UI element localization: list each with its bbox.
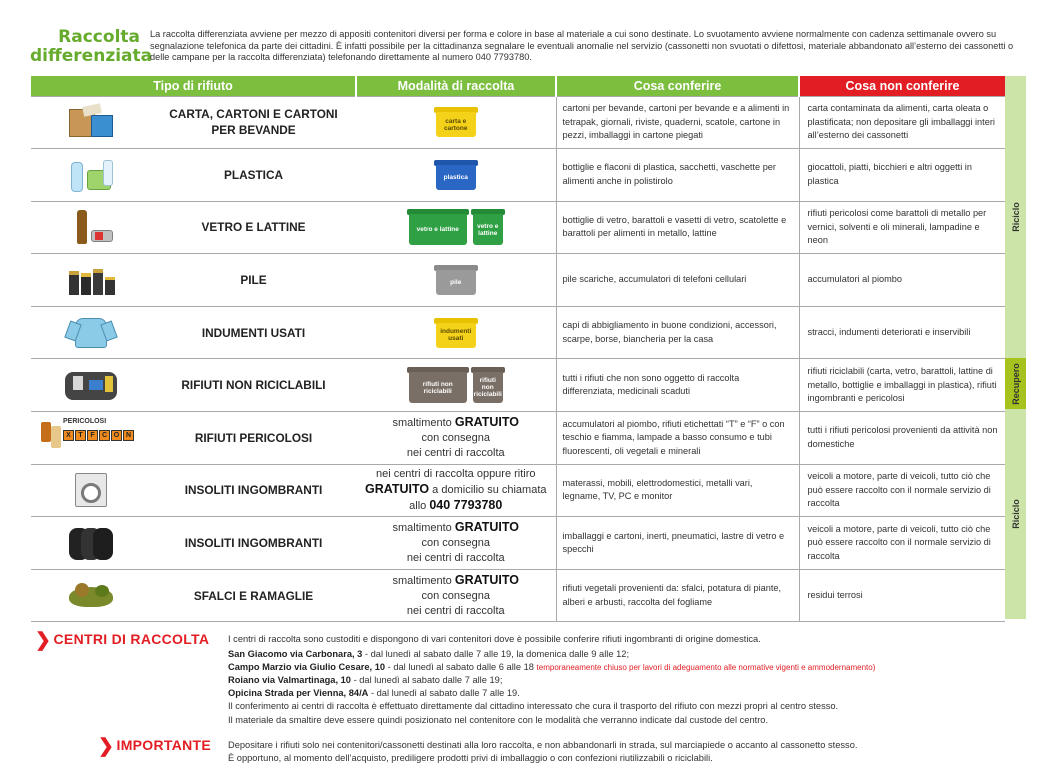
row-image bbox=[31, 149, 151, 202]
header-modalita: Modalità di raccolta bbox=[356, 76, 556, 96]
row-image bbox=[31, 306, 151, 359]
modalita-text: GRATUITO bbox=[454, 414, 519, 429]
row-non-conferire: veicoli a motore, parte di veicoli, tutto ciò che può essere raccolto con il normale servizio di raccolta bbox=[799, 517, 1005, 570]
modalita-text: smaltimento bbox=[392, 574, 452, 587]
modalita-text: smaltimento bbox=[392, 416, 452, 429]
row-conferire: bottiglie di vetro, barattoli e vasetti di vetro, scatolette e barattoli per alimenti in metallo, lattine bbox=[556, 201, 799, 254]
sidebar-riciclo-label: Riciclo bbox=[1010, 499, 1021, 529]
location-hours: - dal lunedì al sabato dalle 6 alle 18 bbox=[385, 662, 537, 672]
centri-section bbox=[35, 627, 209, 650]
row-modalita bbox=[356, 517, 556, 570]
modalita-text: con consegna bbox=[421, 537, 490, 550]
centri-note-2: Il materiale da smaltire deve essere quindi posizionato nel contenitore con le modalità che verranno indicate dal custode del centro. bbox=[228, 715, 769, 725]
leaves-icon bbox=[61, 577, 121, 615]
header-tipo: Tipo di rifiuto bbox=[31, 76, 356, 96]
sidebar-recupero bbox=[1005, 358, 1026, 409]
row-tipo: PILE bbox=[151, 254, 356, 307]
bin-icon bbox=[473, 209, 503, 245]
bin-label: vetro e lattine bbox=[473, 214, 503, 245]
table-row bbox=[31, 569, 1005, 622]
bin-label: rifiuti non riciclabili bbox=[409, 372, 467, 403]
modalita-text: 040 7793780 bbox=[429, 497, 503, 512]
table-row bbox=[31, 201, 1005, 254]
sidebar-riciclo-top bbox=[1005, 76, 1026, 358]
row-tipo: VETRO E LATTINE bbox=[151, 201, 356, 254]
row-conferire: imballaggi e cartoni, inerti, pneumatici, lastre di vetro e specchi bbox=[556, 517, 799, 570]
bin-icon bbox=[436, 160, 476, 190]
location-name: Roiano via Valmartinaga, 10 bbox=[228, 675, 351, 685]
row-non-conferire: accumulatori al piombo bbox=[799, 254, 1005, 307]
paper-icon bbox=[61, 103, 121, 141]
hazard-symbol-icon: T bbox=[75, 430, 86, 441]
hazard-icon bbox=[41, 418, 141, 458]
modalita-text: GRATUITO bbox=[454, 520, 519, 535]
location-name: Campo Marzio via Giulio Cesare, 10 bbox=[228, 662, 386, 672]
row-non-conferire: rifiuti riciclabili (carta, vetro, barattoli, lattine di metallo, bottiglie e imballaggi in plastica), rifiuti ingombranti e pericolosi bbox=[799, 359, 1005, 412]
hazard-symbol-icon: C bbox=[99, 430, 110, 441]
row-tipo: RIFIUTI PERICOLOSI bbox=[151, 412, 356, 465]
sidebar-riciclo-bottom bbox=[1005, 409, 1026, 619]
bin-icon bbox=[436, 318, 476, 348]
importante-heading: IMPORTANTE bbox=[116, 737, 212, 753]
importante-line-2: È opportuno, al momento dell’acquisto, prediligere prodotti privi di imballaggio o con confezioni riutilizzabili o riciclabili. bbox=[228, 753, 713, 763]
row-non-conferire: tutti i rifiuti pericolosi provenienti da attività non domestiche bbox=[799, 412, 1005, 465]
pericolosi-label: PERICOLOSI bbox=[63, 417, 107, 425]
centri-note-1: Il conferimento ai centri di raccolta è effettuato direttamente dal cittadino interessato che cura il trasporto del rifiuto con mezzi propri al centro stesso. bbox=[228, 701, 839, 711]
row-tipo: SFALCI E RAMAGLIE bbox=[151, 569, 356, 622]
bin-label: vetro e lattine bbox=[409, 214, 467, 245]
row-modalita bbox=[356, 359, 556, 412]
row-conferire: cartoni per bevande, cartoni per bevande e a alimenti in tetrapak, giornali, riviste, quaderni, scatole, cartone in pezzi, imballaggi in cartone piegati bbox=[556, 96, 799, 149]
modalita-text: a domicilio su chiamata allo bbox=[409, 483, 547, 512]
location-note: temporaneamente chiuso per lavori di adeguamento alle normative vigenti e ammodernamento) bbox=[536, 663, 876, 672]
bin-label: plastica bbox=[436, 165, 476, 190]
location-name: San Giacomo via Carbonara, 3 bbox=[228, 649, 363, 659]
bin-icon bbox=[409, 209, 467, 245]
row-image bbox=[31, 96, 151, 149]
row-conferire: accumulatori al piombo, rifiuti etichettati “T” e “F” o con teschio e fiamma, lampade a basso consumo e tubi fluorescenti, oli vegetali e minerali bbox=[556, 412, 799, 465]
table-row bbox=[31, 306, 1005, 359]
arrow-icon: ❯ bbox=[98, 736, 114, 757]
modalita-text: GRATUITO bbox=[364, 481, 430, 496]
battery-icon bbox=[61, 261, 121, 299]
centri-heading: CENTRI DI RACCOLTA bbox=[53, 631, 210, 647]
row-tipo: CARTA, CARTONI E CARTONI PER BEVANDE bbox=[151, 96, 356, 149]
bin-label: carta e cartone bbox=[436, 112, 476, 137]
row-conferire: materassi, mobili, elettrodomestici, metalli vari, legname, TV, PC e monitor bbox=[556, 464, 799, 517]
row-modalita bbox=[356, 569, 556, 622]
waste-table bbox=[31, 76, 1005, 622]
clothes-icon bbox=[61, 314, 121, 352]
modalita-text: nei centri di raccolta bbox=[406, 604, 505, 617]
row-non-conferire: stracci, indumenti deteriorati e inservibili bbox=[799, 306, 1005, 359]
row-non-conferire: residui terrosi bbox=[799, 569, 1005, 622]
importante-section bbox=[98, 733, 211, 756]
row-image bbox=[31, 412, 151, 465]
modalita-text: smaltimento bbox=[392, 522, 452, 535]
row-image bbox=[31, 569, 151, 622]
table-row bbox=[31, 412, 1005, 465]
bin-label: indumenti usati bbox=[436, 323, 476, 348]
location-line bbox=[228, 687, 875, 700]
bin-icon bbox=[409, 367, 467, 403]
row-non-conferire: rifiuti pericolosi come barattoli di metallo per vernici, solventi e oli minerali, lampadine e neon bbox=[799, 201, 1005, 254]
hazard-symbol-icon: F bbox=[87, 430, 98, 441]
row-modalita bbox=[356, 464, 556, 517]
plastic-icon bbox=[61, 156, 121, 194]
location-line bbox=[228, 661, 875, 674]
modalita-text: nei centri di raccolta bbox=[406, 446, 505, 459]
row-non-conferire: carta contaminata da alimenti, carta oleata o plastificata; non depositare gli imballaggi interi all’esterno dei cassonetti bbox=[799, 96, 1005, 149]
bin-icon bbox=[436, 107, 476, 137]
table-row bbox=[31, 254, 1005, 307]
intro-text: La raccolta differenziata avviene per mezzo di appositi contenitori diversi per forma e colore in base al materiale a cui sono destinate. Lo svuotamento avviene normalmente con cadenza settimanale ovvero su segnalazione telefonica da parte dei cittadini. È infatti possibile per la cittadinanza segnalare le eventuali anomalie nel servizio (cassonetti non svuotati o difettosi, materiale abbandonato all’esterno dei cassonetti o delle campane per la raccolta differenziata) telefonando direttamente al numero 040 7793780. bbox=[150, 29, 1014, 62]
table-row bbox=[31, 517, 1005, 570]
modalita-text: nei centri di raccolta oppure ritiro bbox=[375, 467, 536, 480]
row-tipo: INSOLITI INGOMBRANTI bbox=[151, 464, 356, 517]
table-row bbox=[31, 359, 1005, 412]
hazard-symbol-icon: X bbox=[63, 430, 74, 441]
row-conferire: pile scariche, accumulatori di telefoni cellulari bbox=[556, 254, 799, 307]
modalita-text: nei centri di raccolta bbox=[406, 552, 505, 565]
location-hours: - dal lunedì al sabato dalle 7 alle 19, la domenica dalle 9 alle 12; bbox=[362, 649, 630, 659]
page-title: Raccolta differenziata bbox=[30, 27, 153, 66]
row-tipo: INSOLITI INGOMBRANTI bbox=[151, 517, 356, 570]
location-line bbox=[228, 648, 875, 661]
row-modalita bbox=[356, 149, 556, 202]
modalita-text: con consegna bbox=[421, 589, 490, 602]
table-row bbox=[31, 464, 1005, 517]
header bbox=[30, 28, 1025, 68]
row-conferire: capi di abbigliamento in buone condizioni, accessori, scarpe, borse, biancheria per la casa bbox=[556, 306, 799, 359]
location-hours: - dal lunedì al sabato dalle 7 alle 19; bbox=[350, 675, 503, 685]
table-header-row bbox=[31, 76, 1005, 96]
table-row bbox=[31, 96, 1005, 149]
importante-line-1: Depositare i rifiuti solo nei contenitori/cassonetti destinati alla loro raccolta, e non abbandonarli in strada, sul marciapiede o accanto al cassonetto stesso. bbox=[228, 740, 858, 750]
glass-icon bbox=[61, 208, 121, 246]
tires-icon bbox=[61, 524, 121, 562]
arrow-icon: ❯ bbox=[35, 630, 51, 651]
modalita-text: con consegna bbox=[421, 431, 490, 444]
row-image bbox=[31, 517, 151, 570]
row-modalita bbox=[356, 254, 556, 307]
header-conferire: Cosa conferire bbox=[556, 76, 799, 96]
bin-icon bbox=[473, 367, 503, 403]
trash-icon bbox=[61, 366, 121, 404]
hazard-symbol-icon: N bbox=[123, 430, 134, 441]
location-name: Opicina Strada per Vienna, 84/A bbox=[228, 688, 369, 698]
row-conferire: tutti i rifiuti che non sono oggetto di raccolta differenziata, medicinali scaduti bbox=[556, 359, 799, 412]
row-modalita bbox=[356, 201, 556, 254]
sidebar-riciclo-label: Riciclo bbox=[1010, 202, 1021, 232]
row-image bbox=[31, 201, 151, 254]
bin-label: rifiuti non riciclabili bbox=[473, 372, 503, 403]
header-non-conferire: Cosa non conferire bbox=[799, 76, 1005, 96]
row-non-conferire: veicoli a motore, parte di veicoli, tutto ciò che può essere raccolto con il normale servizio di raccolta bbox=[799, 464, 1005, 517]
centri-intro: I centri di raccolta sono custoditi e dispongono di vari contenitori dove è possibile conferire rifiuti ingombranti di origine domestica. bbox=[228, 634, 761, 644]
location-hours: - dal lunedì al sabato dalle 7 alle 19. bbox=[368, 688, 520, 698]
row-conferire: rifiuti vegetali provenienti da: sfalci, potatura di piante, alberi e arbusti, raccolta del fogliame bbox=[556, 569, 799, 622]
row-modalita bbox=[356, 412, 556, 465]
row-image bbox=[31, 359, 151, 412]
centri-locations bbox=[228, 648, 875, 700]
row-modalita bbox=[356, 96, 556, 149]
hazard-symbols bbox=[63, 430, 134, 441]
row-tipo: RIFIUTI NON RICICLABILI bbox=[151, 359, 356, 412]
row-modalita bbox=[356, 306, 556, 359]
washing-machine-icon bbox=[61, 471, 121, 509]
row-tipo: PLASTICA bbox=[151, 149, 356, 202]
hazard-symbol-icon: O bbox=[111, 430, 122, 441]
bin-label: pile bbox=[436, 270, 476, 295]
bin-icon bbox=[436, 265, 476, 295]
row-non-conferire: giocattoli, piatti, bicchieri e altri oggetti in plastica bbox=[799, 149, 1005, 202]
modalita-text: GRATUITO bbox=[454, 572, 519, 587]
table-row bbox=[31, 149, 1005, 202]
row-tipo: INDUMENTI USATI bbox=[151, 306, 356, 359]
row-image bbox=[31, 254, 151, 307]
row-conferire: bottiglie e flaconi di plastica, sacchetti, vaschette per alimenti anche in polistirolo bbox=[556, 149, 799, 202]
row-image bbox=[31, 464, 151, 517]
location-line bbox=[228, 674, 875, 687]
sidebar-recupero-label: Recupero bbox=[1010, 362, 1021, 405]
